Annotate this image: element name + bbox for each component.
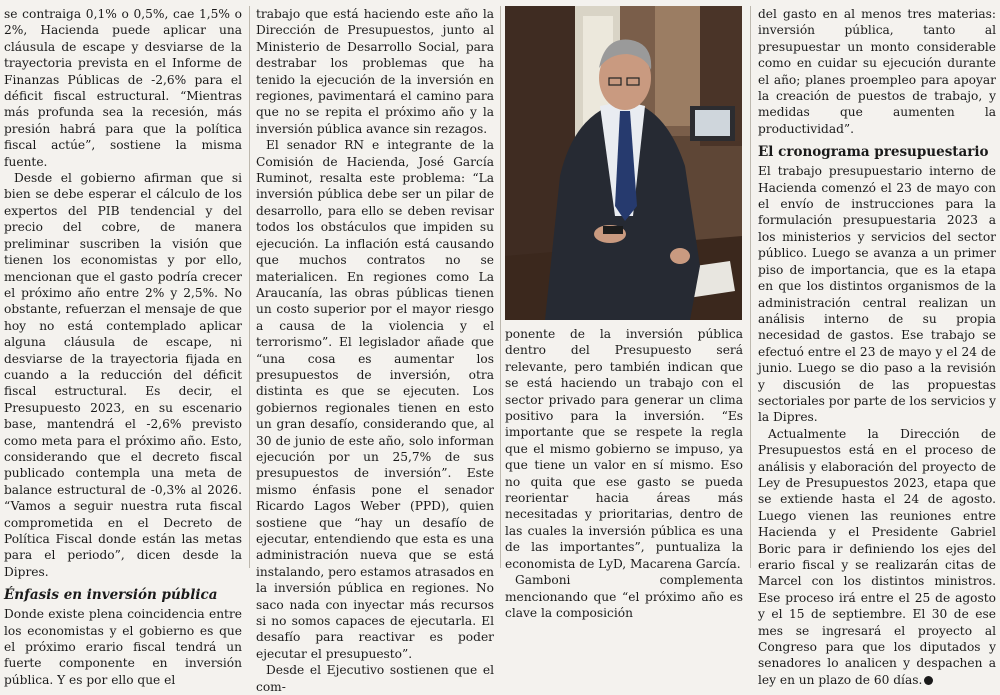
paragraph: El senador RN e integrante de la Comisión de Hacienda, José García Ruminot, resalta este problema: “La inversión pública debe ser un pilar de desarrollo, para ello se deben revisar todos los obstáculos que impiden su ejecución. La inflación está causando que muchos contratos no se materialicen. En regiones como La Araucanía, las obras públicas tienen un costo superior por el mayor riesgo a causa de la violencia y el terrorismo”. El legislador añade que “una cosa es aumentar los presupuestos de inversión, otra distinta es que se ejecuten. Los gobiernos regionales tienen en esto un gran desafío, considerando que, al 30 de junio de este año, solo informan ejecución por un 25,7% de sus presupuestos de inversión”. Este mismo énfasis pone el senador Ricardo Lagos Weber (PPD), quien sostiene que “hay un desafío de ejecutar, entendiendo que esta es una administración nueva que se está instalando, pero estamos atrasados en la inversión pública en regiones. No saco nada con inyectar más recursos si no somos capaces de ejecutarla. El desafío para reactivar es poder ejecutar el presupuesto”. <box>256 138 494 661</box>
paragraph-text: Actualmente la Dirección de Presupuestos está en el proceso de análisis y elaboración del proyecto de Ley de Presupuestos 2023, etapa que se extiende hasta el 24 de agosto. Luego vienen las reuniones entre Hacienda y el Presidente Gabriel Boric para ir definiendo los ejes del erario fiscal y se realizarán citas de Marcel con los distintos ministros. Ese proceso irá entre el 25 de agosto y el 15 de septiembre. El 30 de ese mes se ingresará el proyecto al Congreso para que los diputados y senadores lo analicen y despachen a ley en un plazo de 60 días. <box>758 426 996 687</box>
article-column-2 <box>256 6 494 694</box>
paragraph: se contraiga 0,1% o 0,5%, cae 1,5% o 2%, Hacienda puede aplicar una cláusula de escape y desviarse de la trayectoria prevista en el Informe de Finanzas Públicas de -2,6% para el déficit fiscal estructural. “Mientras más profunda sea la recesión, más presión habrá para que la política fiscal actúe”, sostiene la misma fuente. <box>4 7 242 169</box>
section-heading: Énfasis en inversión pública <box>4 587 218 604</box>
end-of-article-icon: P <box>924 676 933 685</box>
paragraph: trabajo que está haciendo este año la Dirección de Presupuestos, junto al Ministerio de Desarrollo Social, para destrabar los problemas que ha tenido la ejecución de la inversión en regiones, pavimentará el camino para que no se repita el próximo año y la inversión pública avance sin rezagos. <box>256 7 494 136</box>
photo-illustration <box>505 6 742 320</box>
article-photo <box>505 6 742 320</box>
article-column-1 <box>4 6 242 687</box>
article-column-4 <box>758 6 996 687</box>
paragraph: Donde existe plena coincidencia entre los economistas y el gobierno es que el próximo erario fiscal tendrá un fuerte componente en inversión pública. Y es por ello que el <box>4 607 242 687</box>
paragraph: Desde el gobierno afirman que si bien se debe esperar el cálculo de los expertos del PIB tendencial y del precio del cobre, de manera preliminar suscriben la visión que tienen los economistas y por ello, mencionan que el gasto podría crecer el próximo año entre 2% y 2,5%. No obstante, refuerzan el mensaje de que hoy no está contemplado aplicar alguna cláusula de escape, ni desviarse de la trayectoria fijada en cuando a la reducción del déficit fiscal estructural. Es decir, el Presupuesto 2023, en su escenario base, mantendrá el -2,6% previsto como meta para el próximo año. Esto, considerando que el decreto fiscal publicado contempla una meta de balance estructural de -0,3% al 2026. “Vamos a seguir nuestra ruta fiscal comprometida en el Decreto de Política Fiscal donde están las metas para el periodo”, dicen desde la Dipres. <box>4 171 242 579</box>
paragraph: Desde el Ejecutivo sostienen que el com- <box>256 663 494 694</box>
paragraph: del gasto en al menos tres materias: inversión pública, tanto al presupuestar un monto considerable como en cuidar su ejecución durante el año; planes proempleo para apoyar la creación de puestos de trabajo, y medidas que aumenten la productividad”. <box>758 7 996 136</box>
section-heading: El cronograma presupuestario <box>758 144 989 161</box>
column-divider <box>249 6 250 568</box>
article-column-3 <box>505 326 743 620</box>
paragraph: ponente de la inversión pública dentro del Presupuesto será relevante, pero también indican que se está haciendo un trabajo con el sector privado para generar un clima positivo para la inversión. “Es importante que se respete la regla que el mismo gobierno se impuso, ya que tiene un valor en sí mismo. Eso no quita que ese gasto se pueda reorientar hacia áreas más necesitadas y prioritarias, dentro de las cuales la inversión pública es una de las importantes”, puntualiza la economista de LyD, Macarena García. <box>505 327 743 571</box>
column-divider <box>750 6 751 568</box>
paragraph: Gamboni complementa mencionando que “el próximo año es clave la composición <box>505 573 743 620</box>
column-divider <box>500 6 501 568</box>
paragraph: El trabajo presupuestario interno de Hacienda comenzó el 23 de mayo con el envío de instrucciones para la formulación presupuestaria 2023 a los ministerios y servicios del sector público. Luego se avanza a un primer piso de importancia, que es la etapa en que los distintos organismos de la administración central realizan un análisis interno de su propia necesidad de gastos. Ese trabajo se efectuó entre el 23 de mayo y el 24 de junio. Luego se dio paso a la revisión y discusión de las propuestas sectoriales por parte de los servicios y la Dipres. <box>758 164 996 425</box>
paragraph <box>758 426 996 689</box>
